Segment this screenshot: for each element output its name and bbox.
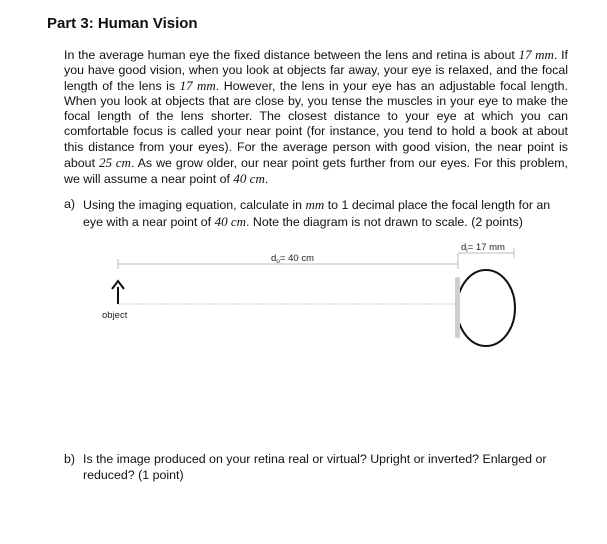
text-run: . As we grow older, our near point gets further from our eyes. For this problem, we will assume a near point of bbox=[64, 155, 568, 186]
text-run: . However, the lens in your eye has an adjustable focal length. When you look at objects that are close by, you tense the muscles in your eye to make the focal length of the lens shorter. The closest distance to your eye at which you can comfortable focus is called your near point (for instance, you tend to hold a book at about this distance from your eyes). For the average person with good vision, the near point is about bbox=[64, 79, 569, 170]
question-b bbox=[64, 452, 570, 483]
text-run: In the average human eye the fixed distance between the lens and retina is about bbox=[64, 48, 519, 62]
math-expression: 40 cm bbox=[214, 213, 246, 229]
text-run: . bbox=[264, 171, 269, 186]
object-label: object bbox=[102, 310, 128, 321]
section-title: Part 3: Human Vision bbox=[47, 15, 198, 32]
question-a-label: a) bbox=[64, 197, 76, 211]
text-run: to 1 decimal place the focal length for an eye with a near point of bbox=[83, 198, 551, 229]
do-label: $d_o= 40$ cm bbox=[271, 253, 314, 265]
math-expression: 25 cm bbox=[98, 154, 131, 170]
eye-lens bbox=[455, 277, 460, 338]
math-expression: 40 cm bbox=[233, 170, 265, 186]
text-run: . Note the diagram is not drawn to scale. (2 points) bbox=[245, 214, 523, 229]
math-expression: 17 mm bbox=[179, 78, 216, 94]
math-expression: mm bbox=[305, 197, 325, 212]
question-b-text: Is the image produced on your retina real or virtual? Upright or inverted? Enlarged or reduced? (1 point) bbox=[83, 452, 547, 482]
eye-outline bbox=[457, 270, 515, 346]
di-label: $d_i= 17$ mm bbox=[461, 242, 505, 254]
text-run: Using the imaging equation, calculate in bbox=[83, 198, 306, 212]
text-run: . If you have good vision, when you look at objects far away, your eye is relaxed, and the focal length of the lens is bbox=[64, 48, 568, 94]
question-b-label: b) bbox=[64, 452, 76, 466]
math-expression: 17 mm bbox=[518, 47, 554, 62]
